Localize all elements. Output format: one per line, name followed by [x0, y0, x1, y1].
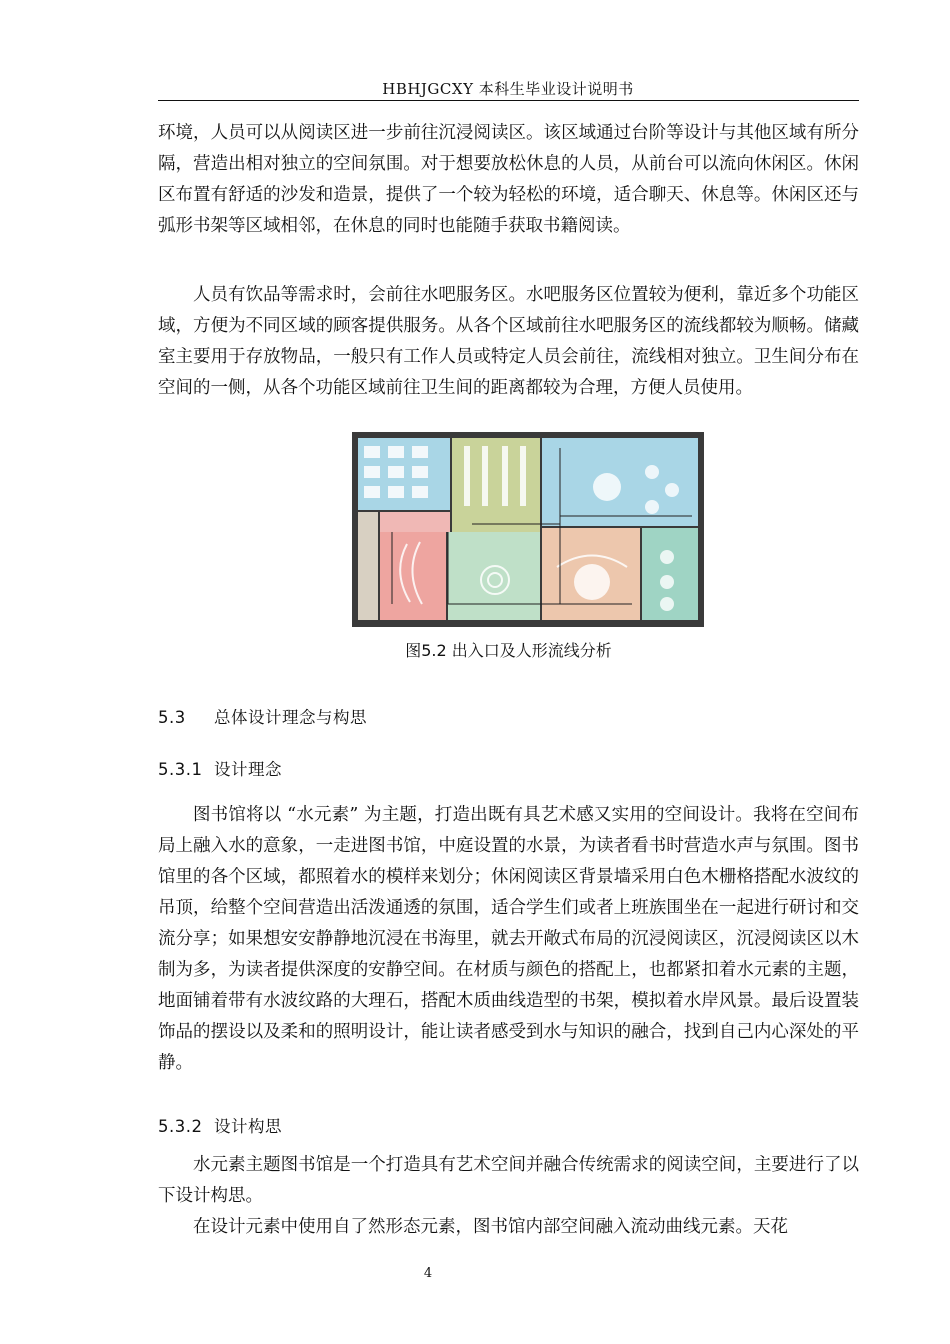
running-header: HBHJGCXY 本科生毕业设计说明书 — [382, 80, 634, 98]
paragraph-flow-continued: 环境，人员可以从阅读区进一步前往沉浸阅读区。该区域通过台阶等设计与其他区域有所分隔，营造出相对独立的空间氛围。对于想要放松休息的人员，从前台可以流向休闲区。休闲区布置有舒适的沙发和造景，提供了一个较为轻松的环境，适合聊天、休息等。休闲区还与弧形书架等区域相邻，在休息的同时也能随手获取书籍阅读。 — [158, 123, 859, 236]
paragraph-water-bar: 人员有饮品等需求时，会前往水吧服务区。水吧服务区位置较为便利，靠近多个功能区域，方便为不同区域的顾客提供服务。从各个区域前往水吧服务区的流线都较为顺畅。储藏室主要用于存放物品，一般只有工作人员或特定人员会前往，流线相对独立。卫生间分布在空间的一侧，从各个功能区域前往卫生间的距离都较为合理，方便人员使用。 — [158, 285, 859, 398]
paragraph-design-idea-intro: 水元素主题图书馆是一个打造具有艺术空间并融合传统需求的阅读空间，主要进行了以下设计构思。 — [158, 1155, 859, 1206]
section-heading-5-3-1 — [158, 756, 282, 780]
section-title: 总体设计理念与构思 — [214, 708, 367, 727]
section-number: 5.3 — [158, 708, 186, 727]
floor-plan-diagram — [352, 432, 704, 627]
paragraph-design-concept: 图书馆将以 “水元素” 为主题，打造出既有具艺术感又实用的空间设计。我将在空间布局上融入水的意象，一走进图书馆，中庭设置的水景，为读者看书时营造水声与氛围。图书馆里的各个区域，都照着水的模样来划分；休闲阅读区背景墙采用白色木栅格搭配水波纹的吊顶，给整个空间营造出活泼通透的氛围，适合学生们或者上班族围坐在一起进行研讨和交流分享；如果想安安静静地沉浸在书海里，就去开敞式布局的沉浸阅读区，沉浸阅读区以木制为多，为读者提供深度的安静空间。在材质与颜色的搭配上，也都紧扣着水元素的主题，地面铺着带有水波纹路的大理石，搭配木质曲线造型的书架，模拟着水岸风景。最后设置装饰品的摆设以及柔和的照明设计，能让读者感受到水与知识的融合，找到自己内心深处的平静。 — [158, 805, 859, 1073]
section-heading-5-3-2 — [158, 1113, 282, 1137]
zone-entry-band — [380, 512, 450, 532]
page-number: 4 — [423, 1266, 433, 1281]
floor-plan-figure — [352, 432, 704, 627]
figure-caption: 图5.2 出入口及人形流线分析 — [405, 641, 612, 660]
section-number: 5.3.1 — [158, 760, 203, 779]
section-title: 设计构思 — [214, 1117, 282, 1136]
paragraph-design-elements: 在设计元素中使用自了然形态元素，图书馆内部空间融入流动曲线元素。天花 — [193, 1217, 788, 1237]
zone-water-court — [448, 532, 540, 620]
section-heading-5-3 — [158, 704, 367, 728]
header-divider — [158, 100, 859, 101]
section-number: 5.3.2 — [158, 1117, 203, 1136]
section-title: 设计理念 — [214, 760, 282, 779]
zone-service-rooms — [358, 512, 378, 620]
